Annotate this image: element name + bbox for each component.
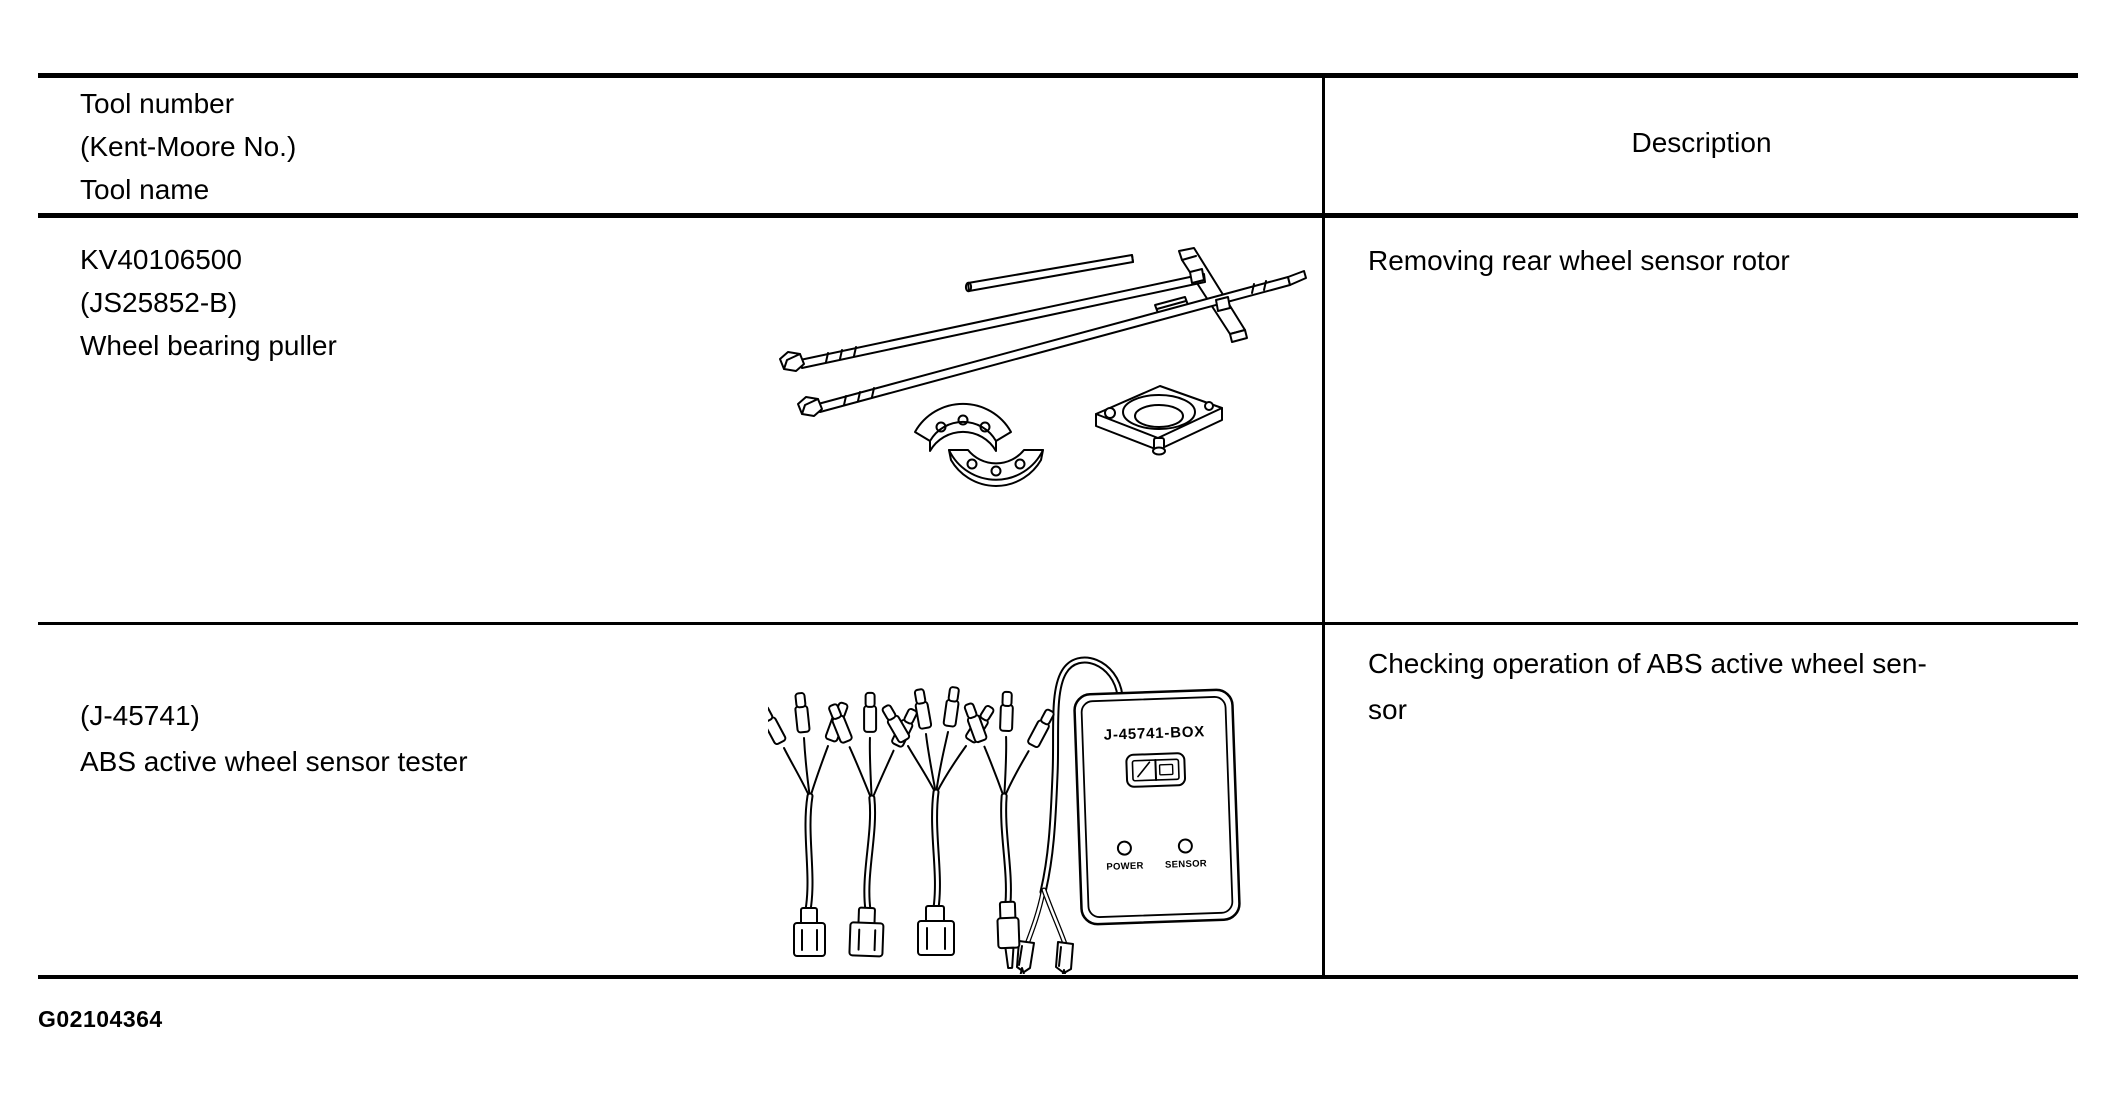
sensor-led-label: SENSOR bbox=[1164, 858, 1208, 871]
header-tool-line-3: Tool name bbox=[80, 174, 210, 205]
power-led-label: POWER bbox=[1106, 860, 1144, 873]
table-column-divider bbox=[1322, 73, 1325, 979]
row1-description-cell bbox=[1368, 238, 1790, 283]
header-tool-cell bbox=[80, 82, 296, 211]
row2-description-line-1: Checking operation of ABS active wheel sen- bbox=[1368, 648, 1927, 679]
figure-code: G02104364 bbox=[38, 1006, 163, 1032]
table-row-divider-rule bbox=[38, 622, 2078, 625]
wheel-bearing-puller-illustration bbox=[758, 220, 1320, 492]
power-led bbox=[1118, 841, 1131, 854]
table-top-rule bbox=[38, 73, 2078, 78]
row2-tool-cell bbox=[80, 693, 468, 785]
header-tool-line-1: Tool number bbox=[80, 88, 235, 119]
tester-box-label: J-45741-BOX bbox=[1103, 723, 1206, 744]
abs-wheel-sensor-tester-illustration bbox=[768, 640, 1252, 974]
row2-tool-name: ABS active wheel sensor tester bbox=[80, 746, 468, 777]
row1-tool-cell bbox=[80, 238, 337, 367]
header-description-cell: Description bbox=[1631, 127, 1772, 158]
row2-description-line-2: sor bbox=[1368, 694, 1407, 725]
table-bottom-rule bbox=[38, 975, 2078, 979]
header-tool-line-2: (Kent-Moore No.) bbox=[80, 131, 297, 162]
tester-box bbox=[1074, 689, 1240, 924]
row1-description-line: Removing rear wheel sensor rotor bbox=[1368, 245, 1790, 276]
table-header-rule bbox=[38, 213, 2078, 218]
alligator-clips bbox=[1017, 941, 1073, 974]
row1-tool-name: Wheel bearing puller bbox=[80, 330, 337, 361]
row1-kent-moore-no: (JS25852-B) bbox=[80, 287, 238, 318]
row2-description-cell bbox=[1368, 641, 1927, 733]
row1-tool-number: KV40106500 bbox=[80, 244, 242, 275]
row2-kent-moore-no: (J-45741) bbox=[80, 700, 200, 731]
sensor-led bbox=[1179, 839, 1192, 852]
